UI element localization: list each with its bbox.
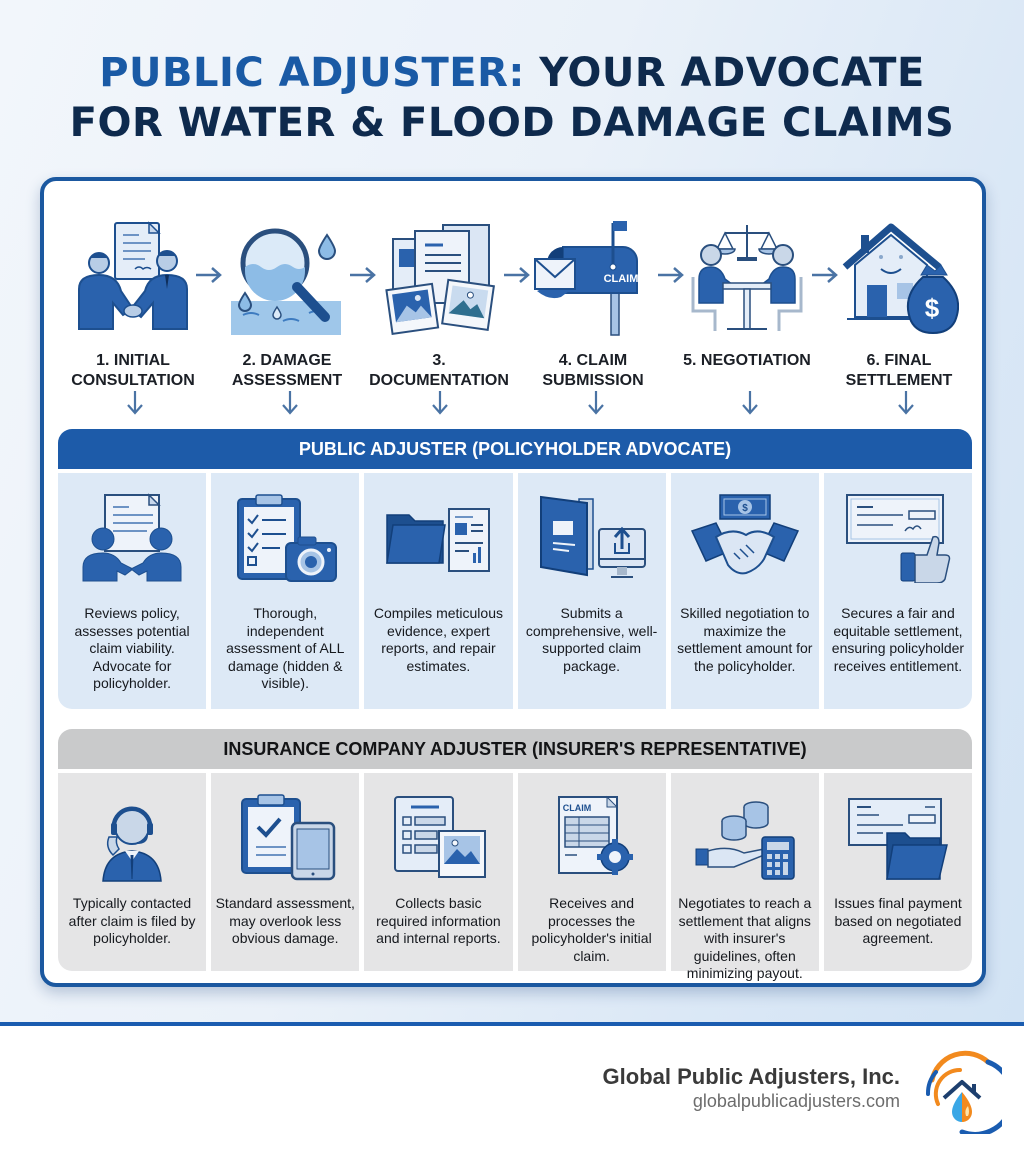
pa-description: Reviews policy, assesses potential claim viability. Advocate for policyholder.	[74, 605, 190, 691]
clipboard-camera-icon	[230, 493, 340, 583]
ia-description: Standard assessment, may overlook less obvious damage.	[215, 895, 355, 946]
ia-cell-assessment	[211, 773, 359, 971]
form-photo-icon	[383, 793, 493, 883]
company-name: Global Public Adjusters, Inc.	[602, 1064, 900, 1089]
pa-description: Skilled negotiation to maximize the settlement amount for the policyholder.	[677, 605, 813, 674]
title-accent: PUBLIC ADJUSTER:	[99, 50, 525, 96]
ia-cell-negotiation	[671, 773, 819, 981]
ia-description: Collects basic required information and internal reports.	[376, 895, 501, 946]
step-documentation	[364, 217, 514, 391]
pa-cell-submission	[518, 473, 666, 709]
step-label: 2. DAMAGE ASSESSMENT	[231, 352, 343, 389]
claim-gear-icon	[537, 793, 647, 883]
title-line1: YOUR ADVOCATE	[524, 50, 925, 96]
magnifier-water-icon	[227, 217, 347, 337]
arrow-down-icon	[740, 389, 760, 417]
pa-description: Secures a fair and equitable settlement, ensuring policyholder receives entitlement.	[831, 605, 965, 674]
svg-text:$: $	[741, 503, 748, 514]
insurance-adjuster-header: INSURANCE COMPANY ADJUSTER (INSURER'S REPRESENTATIVE)	[58, 729, 972, 769]
public-adjuster-section	[58, 429, 972, 709]
ia-cell-submission	[518, 773, 666, 971]
pa-cell-settlement	[824, 473, 972, 709]
step-damage-assessment	[212, 217, 362, 391]
svg-text:CLAIM: CLAIM	[603, 273, 639, 285]
insurance-adjuster-section	[58, 729, 972, 981]
title-line2: FOR WATER & FLOOD DAMAGE CLAIMS	[69, 100, 955, 146]
ia-cell-contact	[58, 773, 206, 971]
ia-description: Receives and processes the policyholder's initial claim.	[531, 895, 652, 964]
people-document-icon	[77, 493, 187, 583]
company-url[interactable]: globalpublicadjusters.com	[692, 1091, 900, 1111]
folder-report-icon	[383, 493, 493, 583]
pa-description: Compiles meticulous evidence, expert reports, and repair estimates.	[373, 605, 503, 674]
binder-upload-icon	[537, 493, 647, 583]
process-steps	[58, 217, 970, 427]
pa-cell-consultation	[58, 473, 206, 709]
call-agent-icon	[77, 793, 187, 883]
house-moneybag-icon	[839, 217, 959, 337]
ia-cell-documentation	[364, 773, 512, 971]
ia-description: Issues final payment based on negotiated agreement.	[834, 895, 962, 946]
pa-description: Thorough, independent assessment of ALL damage (hidden & visible).	[226, 605, 345, 691]
pa-cell-documentation	[364, 473, 512, 709]
pa-cell-negotiation	[671, 473, 819, 709]
arrow-down-icon	[125, 389, 145, 417]
step-label: 4. CLAIM SUBMISSION	[542, 352, 644, 389]
divider-line	[0, 1022, 1024, 1026]
public-adjuster-header: PUBLIC ADJUSTER (POLICYHOLDER ADVOCATE)	[58, 429, 972, 469]
ia-description: Typically contacted after claim is filed by policyholder.	[68, 895, 196, 946]
documents-photos-icon	[379, 217, 499, 337]
step-negotiation	[672, 217, 822, 371]
page-title	[0, 48, 1024, 148]
insurance-adjuster-cells	[58, 773, 972, 981]
step-label: 3. DOCUMENTATION	[369, 352, 509, 389]
process-card	[40, 177, 986, 987]
ia-cell-settlement	[824, 773, 972, 971]
step-initial-consultation	[58, 217, 208, 391]
pa-description: Submits a comprehensive, well-supported claim package.	[525, 605, 658, 674]
mailbox-claim-icon	[533, 217, 653, 337]
footer-brand	[603, 1064, 900, 1112]
svg-text:CLAIM: CLAIM	[562, 803, 591, 813]
step-label: 5. NEGOTIATION	[683, 352, 811, 369]
check-folder-icon	[843, 793, 953, 883]
arrow-down-icon	[586, 389, 606, 417]
handshake-contract-icon	[73, 217, 193, 337]
ia-description: Negotiates to reach a settlement that aligns with insurer's guidelines, often minimizing payout.	[678, 895, 812, 981]
step-label: 1. INITIAL CONSULTATION	[71, 352, 195, 389]
public-adjuster-cells	[58, 473, 972, 709]
arrow-down-icon	[280, 389, 300, 417]
arrow-down-icon	[430, 389, 450, 417]
svg-text:$: $	[924, 293, 940, 323]
clipboard-tablet-icon	[230, 793, 340, 883]
check-thumbsup-icon	[843, 493, 953, 583]
handshake-money-icon	[690, 493, 800, 583]
pa-cell-assessment	[211, 473, 359, 709]
step-claim-submission	[518, 217, 668, 391]
step-label: 6. FINAL SETTLEMENT	[845, 352, 953, 389]
arrow-down-icon	[896, 389, 916, 417]
scales-negotiation-icon	[687, 217, 807, 337]
coins-calculator-icon	[690, 793, 800, 883]
step-final-settlement	[824, 217, 974, 391]
company-logo-icon	[918, 1050, 1002, 1134]
